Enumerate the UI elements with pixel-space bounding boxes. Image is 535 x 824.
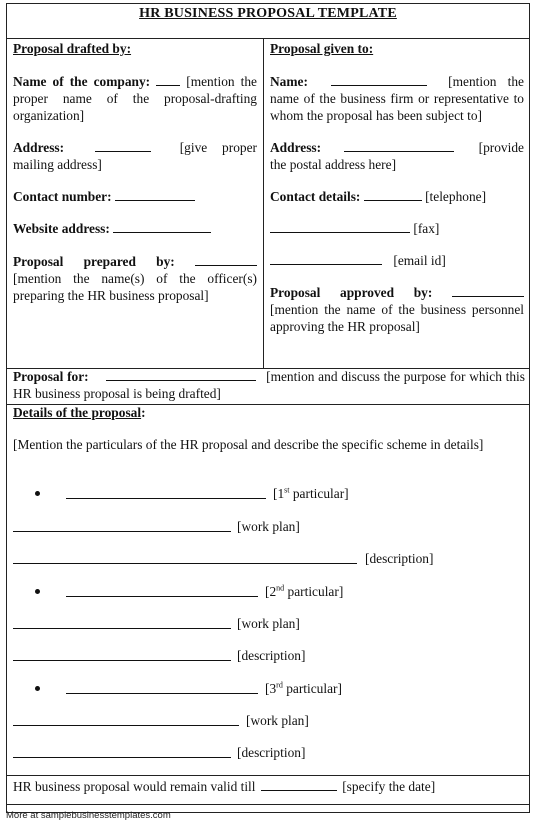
telephone-blank[interactable] <box>364 189 422 201</box>
given-to-heading: Proposal given to: <box>270 41 374 56</box>
drafted-by-heading: Proposal drafted by: <box>13 41 132 56</box>
work-plan-1-label: [work plan] <box>237 519 300 534</box>
divider <box>7 804 529 805</box>
recipient-address-blank[interactable] <box>344 140 454 152</box>
contact-number-label: Contact number: <box>13 189 112 204</box>
bullet-icon <box>35 491 40 496</box>
fax-blank[interactable] <box>270 221 410 233</box>
description-3-blank[interactable] <box>13 746 231 758</box>
email-field <box>270 252 524 269</box>
company-blank[interactable] <box>156 74 180 86</box>
company-hint: [mention the proper name of the proposal-drafting organization] <box>13 74 257 123</box>
proposal-for-section <box>13 368 525 402</box>
contact-details-label: Contact details: <box>270 189 361 204</box>
details-intro <box>13 436 525 453</box>
divider <box>7 775 529 776</box>
recipient-name-field <box>270 73 524 124</box>
company-field <box>13 73 257 124</box>
validity-row <box>13 778 525 795</box>
bullet-icon <box>35 589 40 594</box>
validity-hint: [specify the date] <box>342 779 436 794</box>
recipient-name-hint: [mention the name of the business firm or representative to whom the proposal has been subject to] <box>270 74 524 123</box>
approved-by-field <box>270 284 524 335</box>
contact-details-field <box>270 188 524 205</box>
template-frame <box>6 3 530 813</box>
approved-by-hint: [mention the name of the business personnel approving the HR proposal] <box>270 302 524 334</box>
particular-1-label: [1st particular] <box>273 485 349 501</box>
address-hint: [give proper mailing address] <box>13 140 257 172</box>
approved-by-blank[interactable] <box>452 285 524 297</box>
footer-note[interactable]: More at samplebusinesstemplates.com <box>6 810 171 821</box>
email-hint: [email id] <box>393 253 446 268</box>
contact-number-field <box>13 188 257 205</box>
prepared-by-blank[interactable] <box>195 254 257 266</box>
divider <box>7 38 529 39</box>
prepared-by-hint: [mention the name(s) of the officer(s) preparing the HR business proposal] <box>13 271 257 303</box>
work-plan-3-label: [work plan] <box>246 713 309 728</box>
proposal-for-blank[interactable] <box>106 369 256 381</box>
work-plan-1-blank[interactable] <box>13 520 231 532</box>
details-heading: Details of the proposal <box>13 405 142 420</box>
column-divider <box>263 38 264 368</box>
description-3-label: [description] <box>237 745 306 760</box>
description-2-label: [description] <box>237 648 306 663</box>
recipient-address-label: Address: <box>270 140 322 155</box>
details-heading-colon: : <box>141 405 146 420</box>
company-label: Name of the company: <box>13 74 151 89</box>
drafted-by-section <box>13 40 257 304</box>
website-blank[interactable] <box>113 221 211 233</box>
particular-3-label: [3rd particular] <box>265 680 342 696</box>
details-intro-text: [Mention the particulars of the HR proposal and describe the specific scheme in details] <box>13 437 484 452</box>
address-label: Address: <box>13 140 65 155</box>
address-field <box>13 139 257 173</box>
description-2-blank[interactable] <box>13 649 231 661</box>
work-plan-2-blank[interactable] <box>13 617 231 629</box>
validity-text: HR business proposal would remain valid till <box>13 779 256 794</box>
given-to-section <box>270 40 524 335</box>
particular-1-blank[interactable] <box>66 487 266 499</box>
particular-2-label: [2nd particular] <box>265 583 344 599</box>
description-1-blank[interactable] <box>13 552 357 564</box>
approved-by-label: Proposal approved by: <box>270 285 433 300</box>
telephone-hint: [telephone] <box>425 189 487 204</box>
work-plan-3-blank[interactable] <box>13 714 239 726</box>
contact-number-blank[interactable] <box>115 189 195 201</box>
recipient-address-field <box>270 139 524 173</box>
recipient-name-label: Name: <box>270 74 308 89</box>
prepared-by-field <box>13 253 257 304</box>
fax-hint: [fax] <box>413 221 440 236</box>
fax-field <box>270 220 524 237</box>
details-heading-row <box>13 404 525 421</box>
particular-3-blank[interactable] <box>66 682 258 694</box>
proposal-for-label: Proposal for: <box>13 369 89 384</box>
website-label: Website address: <box>13 221 110 236</box>
validity-date-blank[interactable] <box>261 779 337 791</box>
prepared-by-label: Proposal prepared by: <box>13 254 175 269</box>
particular-2-blank[interactable] <box>66 585 258 597</box>
address-blank[interactable] <box>95 140 151 152</box>
bullet-icon <box>35 686 40 691</box>
website-field <box>13 220 257 237</box>
document-title: HR BUSINESS PROPOSAL TEMPLATE <box>139 6 397 21</box>
description-1-label: [description] <box>365 551 434 566</box>
work-plan-2-label: [work plan] <box>237 616 300 631</box>
email-blank[interactable] <box>270 253 382 265</box>
proposal-for-hint: [mention and discuss the purpose for which this HR business proposal is being drafted] <box>13 369 525 401</box>
recipient-name-blank[interactable] <box>331 74 427 86</box>
recipient-address-hint: [provide the postal address here] <box>270 140 524 172</box>
